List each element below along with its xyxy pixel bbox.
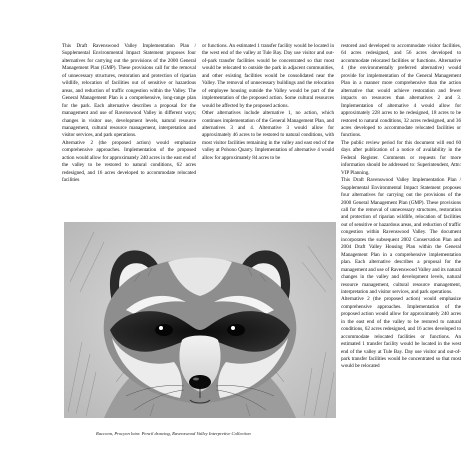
raccoon-illustration [64,222,336,418]
raccoon-drawing [64,222,336,418]
text-column-middle: or functions. An estimated 1 transfer facility would be located in the west end of the valley at Tule Bay. Day use visitor and out-of-park transfer facilities would be concentrated so that most would be relocated to outside the park in adjacent communities, and other existing facilities would be consolidated near the Valley. The removal of unnecessary buildings and the relocation of employee housing outside the Valley would be part of the implementation of the proposed action. Some cultural resources would be affected by the proposed actions. Other alternatives include alternative 1, no action, which continues implementation of the General Management Plan, and alternatives 3 and 4. Alternative 3 would allow for approximately 46 acres to be restored to natural conditions, with most visitor facilities remaining in the valley and east end of the valley at Pohono Quarry. Implementation of alternative 4 would allow for approximately 84 acres to be [202,43,334,161]
text-column-right: restored and developed to accommodate visitor facilities, 64 acres redesigned, and 56 acres developed to accommodate relocated facilities or functions. Alternative 4 (the environmentally preferred alternative) would provide for implementation of the General Management Plan in a manner more comprehensive than the action alternative that would achieve restoration and fewer impacts on resources than alternatives 2 and 3. Implementation of alternative 4 would allow for approximately 228 acres to be redesigned, 18 acres to be restored to natural conditions, 32 acres redesigned, and 36 acres developed to accommodate relocated facilities or functions. The public review period for this document will end 60 days after publication of a notice of availability in the Federal Register. Comments or requests for more information should be addressed to: Superintendent, Attn: VIP Planning. This Draft Ravenswood Valley Implementation Plan / Supplemental Environmental Impact Statement proposes four alternatives for carrying out the provisions of the 2000 General Management Plan (GMP). These provisions call for the removal of unnecessary structures, restoration and protection of riparian wildlife, relocation of facilities out of sensitive or hazardous areas, and reduction of traffic congestion within Ravenswood Valley. The document incorporates the subsequent 2002 Conservation Plan and 2004 Draft Valley Housing Plan within the General Management Plan in a comprehensive implementation plan. Each alternative describes a proposal for the management and use of Ravenswood Valley and its natural changes in the valley and development levels, natural resource management, cultural resource management, interpretation and visitor services, and park operations. Alternative 2 (the proposed action) would emphasize comprehensive approaches. Implementation of the proposed action would allow for approximately 240 acres in the east end of the valley to be restored to natural conditions, 62 acres redesigned, and 16 acres developed to accommodate relocated facilities or functions. An estimated 1 transfer facility would be located in the west end of the valley at Tule Bay. Day use visitor and out-of-park transfer facilities would be concentrated so that most would be relocated [341,43,461,370]
text-column-left: This Draft Ravenswood Valley Implementation Plan / Supplemental Environmental Impact Statement proposes four alternatives for carrying out the provisions of the 2000 General Management Plan (GMP). These provisions call for the removal of unnecessary structures, restoration and protection of riparian wildlife, relocation of facilities out of sensitive or hazardous areas, and reduction of traffic congestion within the Valley. The General Management Plan is a comprehensive, long-range plan for the park. Each alternative describes a proposal for the management and use of Ravenswood Valley in different ways; changes in visitor use, development levels, natural resource management, cultural resource management, interpretation and visitor services, and park operations. Alternative 2 (the proposed action) would emphasize comprehensive approaches. Implementation of the proposed action would allow for approximately 240 acres in the east end of the valley to be restored to natural conditions, 62 acres redesigned, and 16 acres developed to accommodate relocated facilities [62,43,196,184]
figure-caption: Raccoon, Procyon lotor. Pencil drawing, Ravenswood Valley Interpretive Collection [96,431,251,436]
